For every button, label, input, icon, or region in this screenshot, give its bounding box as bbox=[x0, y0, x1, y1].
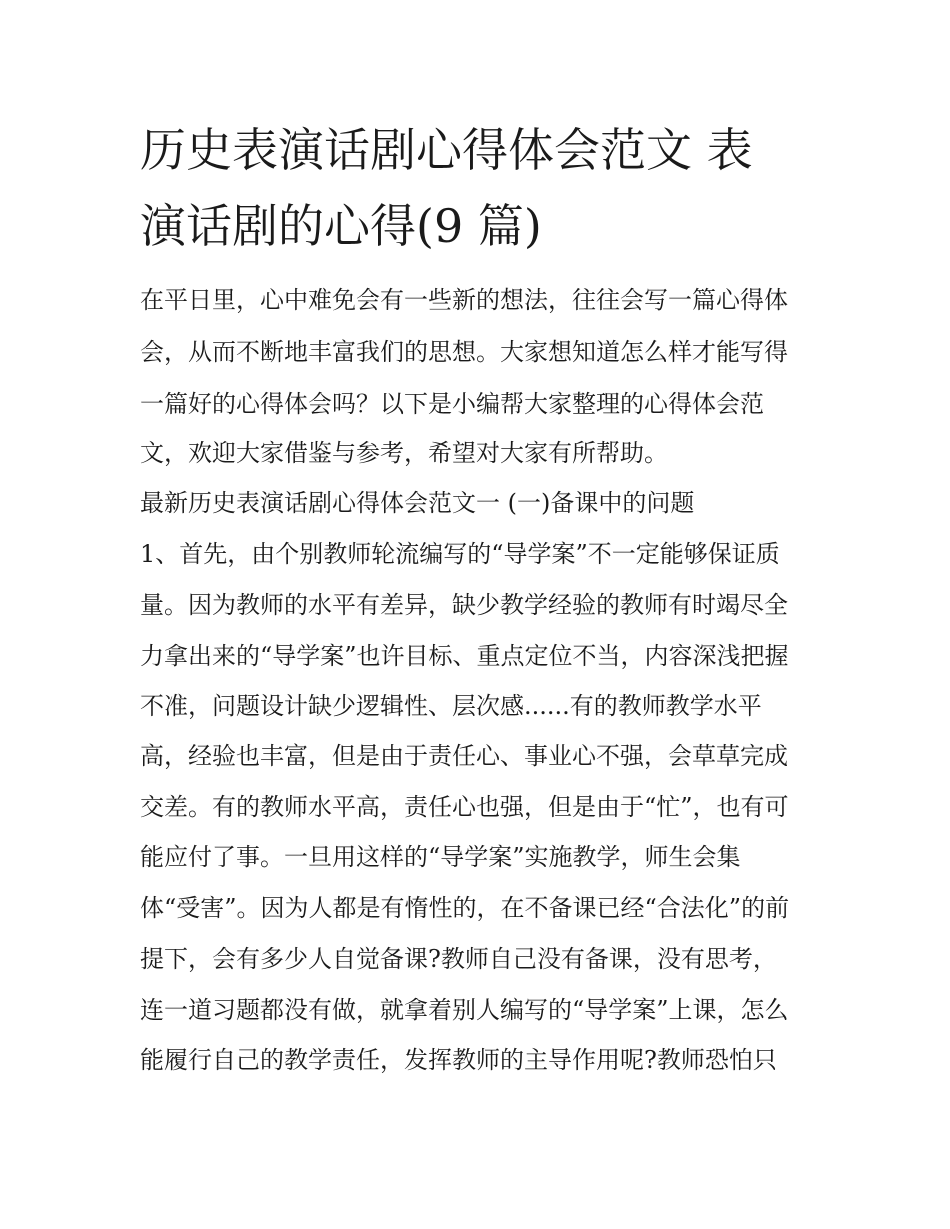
paragraph-line-5: 高，经验也丰富，但是由于责任心、事业心不强，会草草完成 bbox=[140, 742, 788, 770]
paragraph-line-7: 能应付了事。一旦用这样的“导学案”实施教学，师生会集 bbox=[140, 843, 741, 871]
paragraph-line-4: 不准，问题设计缺少逻辑性、层次感......有的教师教学水平 bbox=[140, 692, 762, 720]
paragraph-line-10: 连一道习题都没有做，就拿着别人编写的“导学案”上课，怎么 bbox=[140, 996, 789, 1024]
paragraph-line-11: 能履行自己的教学责任，发挥教师的主导作用呢?教师恐怕只 bbox=[140, 1046, 777, 1074]
title-line-2: 演话剧的心得(9 篇) bbox=[140, 199, 542, 253]
paragraph-line-6: 交差。有的教师水平高，责任心也强，但是由于“忙”，也有可 bbox=[140, 793, 789, 821]
section-heading: 最新历史表演话剧心得体会范文一 (一)备课中的问题 bbox=[140, 489, 695, 517]
paragraph-line-2: 量。因为教师的水平有差异，缺少教学经验的教师有时竭尽全 bbox=[140, 591, 788, 619]
intro-line-1: 在平日里，心中难免会有一些新的想法，往往会写一篇心得体 bbox=[140, 286, 788, 314]
title-line-1: 历史表演话剧心得体会范文 表 bbox=[140, 123, 753, 177]
intro-line-3: 一篇好的心得体会吗？以下是小编帮大家整理的心得体会范 bbox=[140, 390, 764, 418]
intro-line-4: 文，欢迎大家借鉴与参考，希望对大家有所帮助。 bbox=[140, 439, 668, 467]
intro-line-2: 会，从而不断地丰富我们的思想。大家想知道怎么样才能写得 bbox=[140, 338, 788, 366]
paragraph-line-8: 体“受害”。因为人都是有惰性的，在不备课已经“合法化”的前 bbox=[140, 894, 790, 922]
paragraph-line-1: 1、首先，由个别教师轮流编写的“导学案”不一定能够保证质 bbox=[140, 540, 780, 568]
paragraph-line-3: 力拿出来的“导学案”也许目标、重点定位不当，内容深浅把握 bbox=[140, 642, 789, 670]
document-title bbox=[140, 112, 820, 264]
paragraph-line-9: 提下，会有多少人自觉备课?教师自己没有备课，没有思考， bbox=[140, 945, 777, 973]
